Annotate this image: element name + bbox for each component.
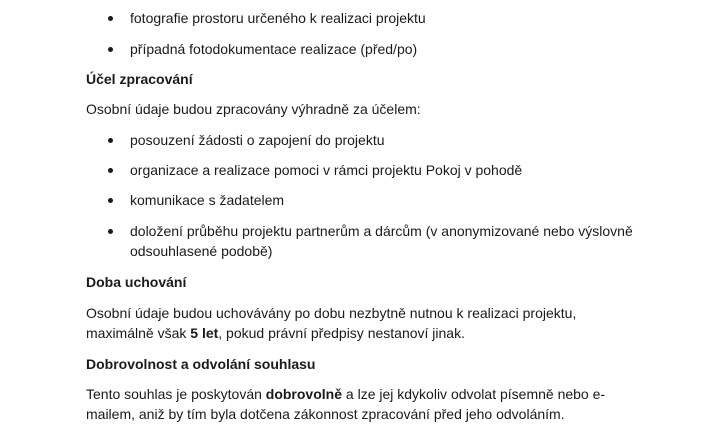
purpose-intro: Osobní údaje budou zpracovány výhradně za účelem:	[86, 101, 421, 117]
consent-text-line1: Tento souhlas je poskytován dobrovolně a lze jej kdykoliv odvolat písemně nebo e-	[86, 386, 606, 402]
consent-text-line2: mailem, aniž by tím byla dotčena zákonnost zpracování před jeho odvoláním.	[86, 406, 565, 422]
section-heading-purpose: Účel zpracování	[86, 71, 193, 87]
bullet-icon	[108, 198, 113, 203]
retention-period: 5 let	[190, 325, 219, 341]
retention-text-line1: Osobní údaje budou uchovávány po dobu nezbytně nutnou k realizaci projektu,	[86, 305, 577, 321]
bullet-icon	[108, 16, 113, 21]
voluntary-emphasis: dobrovolně	[265, 386, 343, 402]
bullet-icon	[108, 138, 113, 143]
section-heading-consent: Dobrovolnost a odvolání souhlasu	[86, 356, 316, 372]
section-heading-retention: Doba uchování	[86, 274, 187, 290]
retention-text-line2: maximálně však 5 let, pokud právní předpisy nestanoví jinak.	[86, 325, 465, 341]
bullet-icon	[108, 229, 113, 234]
document-page: fotografie prostoru určeného k realizaci projektu případná fotodokumentace realizace (před/po) Účel zpracování Osobní údaje budou zpracovány výhradně za účelem: posouzení žádosti o zapojení do projektu organizace a realizace pomoci v rámci projektu Pokoj v pohodě komunikace s žadatelem doložení průběhu projektu partnerům a dárcům (v anonymizované nebo výslovně odsouhlasené podobě) Doba uchování Osobní údaje budou uchovávány po dobu nezbytně nutnou k realizaci projektu, maximálně však 5 let, pokud právní předpisy nestanoví jinak. Dobrovolnost a odvolání souhlasu Tento souhlas je poskytován dobrovolně a lze jej kdykoliv odvolat písemně nebo e- mailem, aniž by tím byla dotčena zákonnost zpracování před jeho odvoláním.	[86, 10, 633, 422]
bullet-icon	[108, 168, 113, 173]
bullet-icon	[108, 47, 113, 52]
